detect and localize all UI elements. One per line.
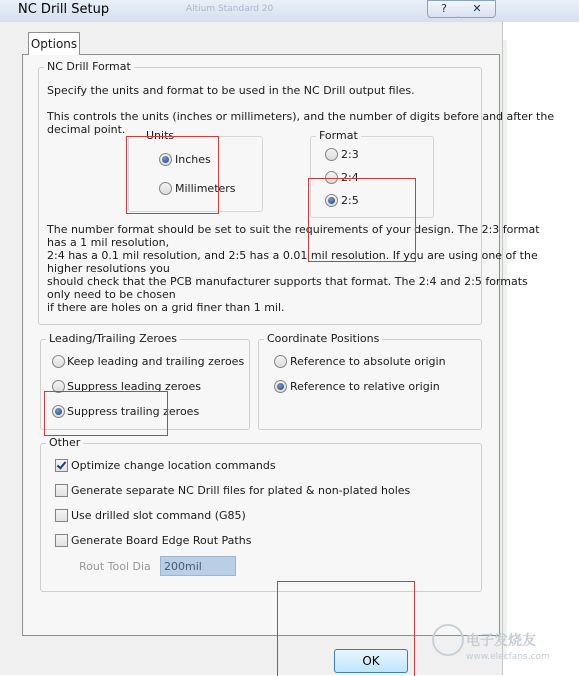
annotation-box-zeroes <box>44 391 168 436</box>
absolute-origin-label[interactable]: Reference to absolute origin <box>290 355 446 368</box>
format-legend: Format <box>316 129 361 142</box>
format-2-3-label[interactable]: 2:3 <box>341 148 359 161</box>
tab-options[interactable]: Options <box>28 32 80 55</box>
format-2-5-label[interactable]: 2:5 <box>341 194 359 207</box>
format-note-line: has a 1 mil resolution, <box>47 236 170 249</box>
relative-origin-radio[interactable] <box>274 380 287 393</box>
keep-zeroes-radio[interactable] <box>52 355 65 368</box>
window-title-faint: Altium Standard 20 <box>186 4 274 14</box>
relative-origin-label[interactable]: Reference to relative origin <box>290 380 440 393</box>
absolute-origin-radio[interactable] <box>274 355 287 368</box>
watermark-text: 电子发烧友 <box>466 633 536 649</box>
window-title: NC Drill Setup <box>18 2 110 17</box>
other-legend: Other <box>46 436 83 449</box>
units-inches-label[interactable]: Inches <box>175 153 211 166</box>
format-note-line: if there are holes on a grid finer than 1 mil. <box>47 301 285 314</box>
units-millimeters-label[interactable]: Millimeters <box>175 182 236 195</box>
suppress-trailing-label[interactable]: Suppress trailing zeroes <box>67 405 200 418</box>
annotation-box-ok <box>277 581 415 676</box>
watermark-url: www.elecfans.com <box>466 652 550 662</box>
format-note-line: 2:4 has a 0.1 mil resolution, and 2:5 has a 0.01 mil resolution. If you are using one of the <box>47 249 538 262</box>
background-edge <box>503 40 507 660</box>
format-description-3: decimal point. <box>47 123 126 136</box>
zeroes-legend: Leading/Trailing Zeroes <box>46 332 180 345</box>
separate-files-label[interactable]: Generate separate NC Drill files for plated & non-plated holes <box>71 484 411 497</box>
format-note-line: should check that the PCB manufacturer supports that format. The 2:4 and 2:5 formats <box>47 275 528 288</box>
board-edge-rout-label[interactable]: Generate Board Edge Rout Paths <box>71 534 252 547</box>
optimize-commands-label[interactable]: Optimize change location commands <box>71 459 276 472</box>
slot-command-label[interactable]: Use drilled slot command (G85) <box>71 509 246 522</box>
format-2-3-radio[interactable] <box>325 148 338 161</box>
format-2-4-label[interactable]: 2:4 <box>341 171 359 184</box>
nc-drill-format-legend: NC Drill Format <box>44 60 134 73</box>
slot-command-checkbox[interactable] <box>55 509 68 522</box>
units-legend: Units <box>143 129 177 142</box>
suppress-leading-label[interactable]: Suppress leading zeroes <box>67 380 202 393</box>
keep-zeroes-label[interactable]: Keep leading and trailing zeroes <box>67 355 245 368</box>
help-button[interactable]: ? <box>427 0 461 18</box>
coordinate-positions-legend: Coordinate Positions <box>264 332 382 345</box>
optimize-commands-checkbox[interactable] <box>55 459 68 472</box>
annotation-box-format <box>308 178 416 262</box>
format-note-line: higher resolutions you <box>47 262 170 275</box>
ok-button[interactable]: OK <box>334 649 408 673</box>
format-description-2: This controls the units (inches or millimeters), and the number of digits before and after the <box>47 110 555 123</box>
format-description: Specify the units and format to be used in the NC Drill output files. <box>47 84 415 97</box>
format-note-line: The number format should be set to suit the requirements of your design. The 2:3 format <box>47 223 540 236</box>
rout-tool-dia-input[interactable]: 200mil <box>160 556 236 576</box>
close-button[interactable]: ✕ <box>459 0 496 18</box>
separate-files-checkbox[interactable] <box>55 484 68 497</box>
format-note-line: only need to be chosen <box>47 288 176 301</box>
board-edge-rout-checkbox[interactable] <box>55 534 68 547</box>
watermark-logo-icon <box>432 624 464 656</box>
annotation-box-units <box>126 136 219 214</box>
rout-tool-label: Rout Tool Dia <box>79 560 151 573</box>
